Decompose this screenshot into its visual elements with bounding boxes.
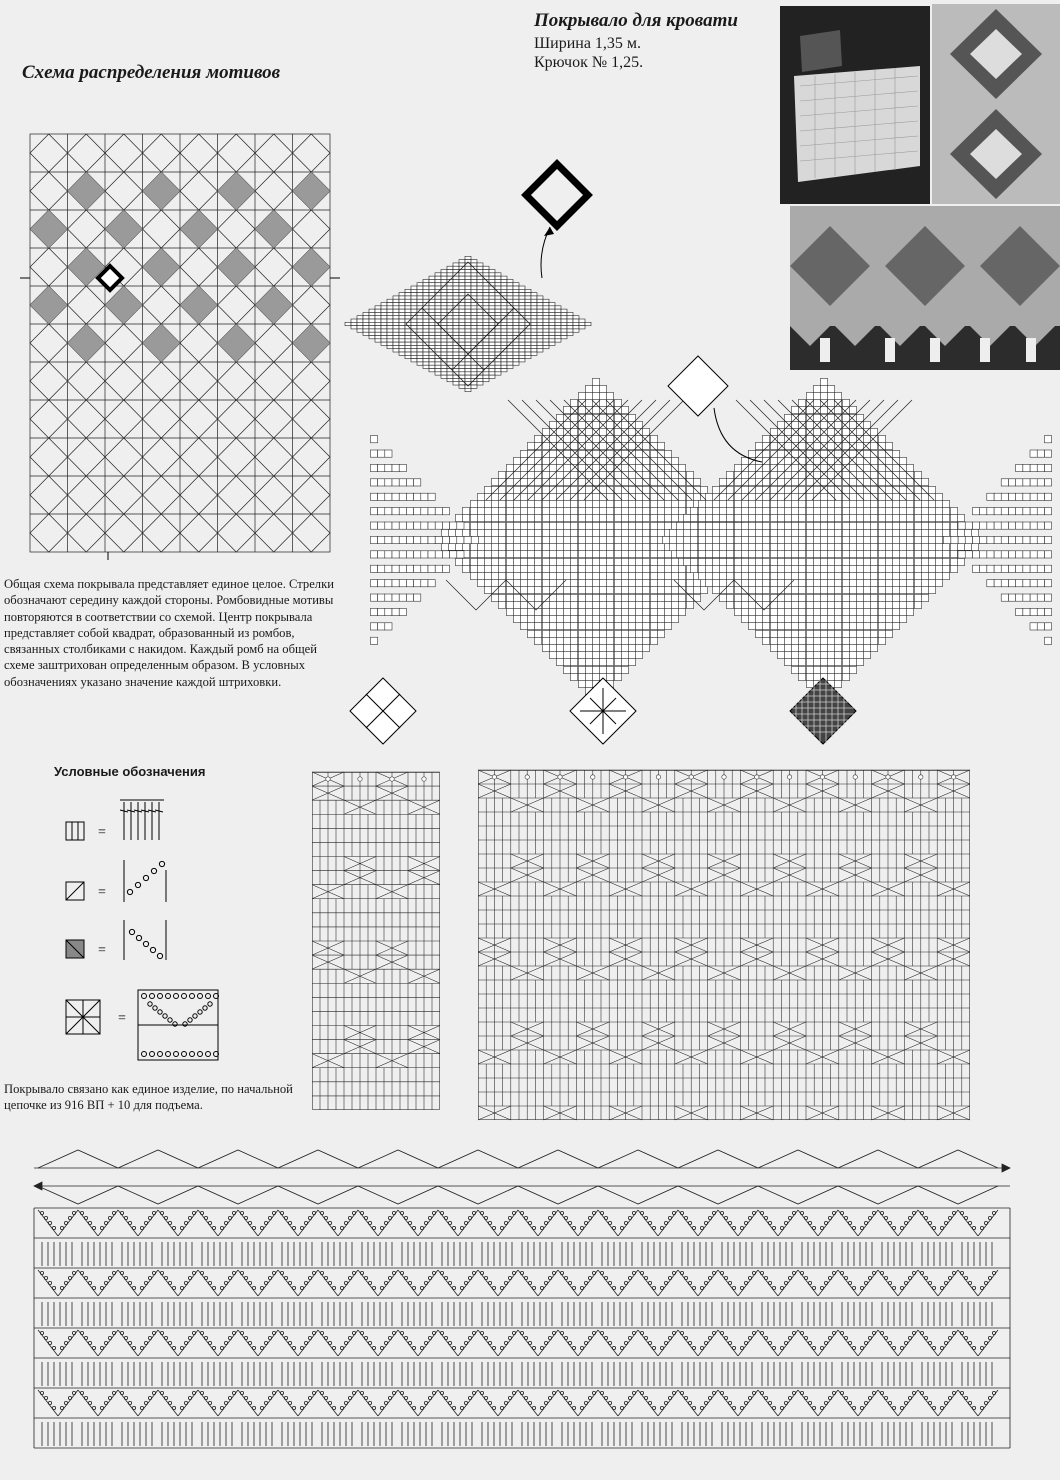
cover-specs: [534, 34, 643, 72]
width-spec: Ширина 1,35 м.: [534, 35, 642, 52]
equals-sign: =: [98, 943, 106, 958]
arrow-curve: [710, 404, 770, 464]
arrow-curve: [530, 222, 570, 282]
intro-paragraph: Общая схема покрывала представляет единое целое. Стрелки обозначают середину каждой стороны. Ромбовидные мотивы повторяются в соответствии со схемой. Центр покрывала представляет собой квадрат, образованный из ромбов, связанных столбиками с накидом. Каждый ромб на общей схеме заштрихован определенным образом. В условных обозначениях указано значение каждой штриховки.: [4, 577, 334, 689]
stitch-chart-left: [312, 772, 442, 1112]
bold-diamond-icon: [522, 160, 592, 230]
stitch-chart-right: [478, 770, 972, 1122]
x-diamond-icon: [348, 676, 418, 746]
border-stitch-chart: [30, 1146, 1030, 1446]
star-diamond-icon: [568, 676, 638, 746]
cover-title: Покрывало для кровати: [534, 10, 738, 31]
equals-sign: =: [98, 885, 106, 900]
hook-spec: Крючок № 1,25.: [534, 54, 644, 71]
equals-sign: =: [118, 1011, 126, 1026]
equals-sign: =: [98, 825, 106, 840]
legend-title: Условные обозначения: [54, 764, 206, 779]
foundation-note: Покрывало связано как единое изделие, по начальной цепочке из 916 ВП + 10 для подъема.: [4, 1082, 293, 1112]
detail-photo: [932, 4, 1060, 204]
mesh-diamond-icon: [788, 676, 858, 746]
motif-distribution-scheme: [20, 126, 340, 556]
legend-symbols: [60, 790, 230, 1080]
bed-photo: [780, 6, 930, 204]
edge-tassels-photo: [790, 206, 1060, 370]
scheme-title: Схема распределения мотивов: [22, 62, 281, 83]
